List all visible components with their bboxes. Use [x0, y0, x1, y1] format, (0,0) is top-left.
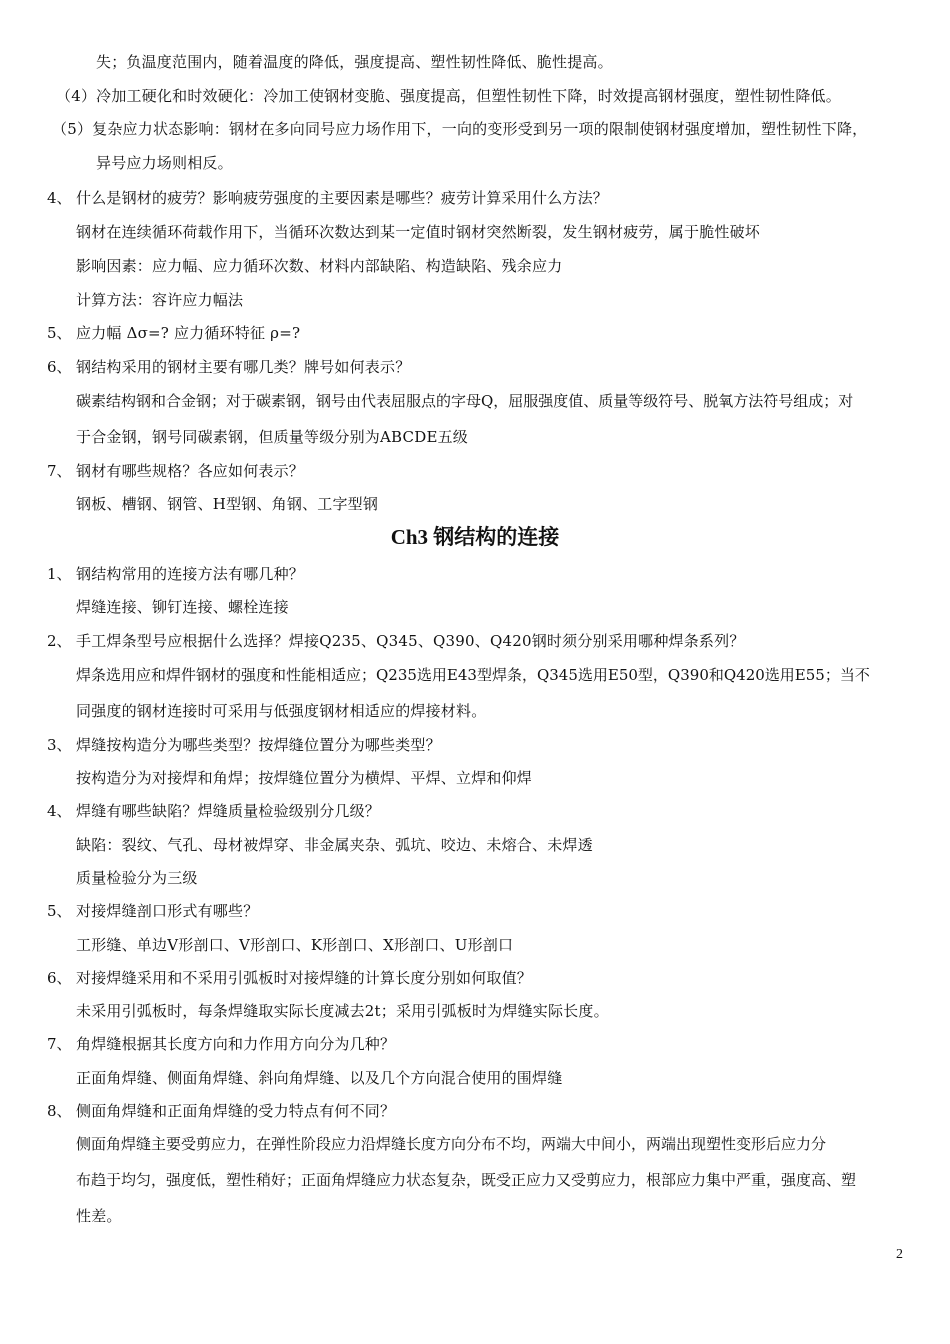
- answer-text: 缺陷：裂纹、气孔、母材被焊穿、非金属夹杂、弧坑、咬边、未熔合、未焊透: [76, 836, 593, 854]
- answer-text: 焊缝连接、铆钉连接、螺栓连接: [76, 598, 289, 616]
- question-text: 钢结构采用的钢材主要有哪几类？牌号如何表示？: [76, 358, 411, 376]
- question-number: 4、: [47, 189, 72, 207]
- question-number: 3、: [47, 736, 72, 754]
- answer-text: 影响因素：应力幅、应力循环次数、材料内部缺陷、构造缺陷、残余应力: [76, 257, 563, 275]
- text-line: （5）复杂应力状态影响：钢材在多向同号应力场作用下，一向的变形受到另一项的限制使钢材强度增加，塑性韧性下降，: [52, 120, 868, 138]
- answer-text: 计算方法：容许应力幅法: [76, 291, 244, 309]
- question-number: 7、: [47, 462, 72, 480]
- question-number: 5、: [47, 902, 72, 920]
- question-number: 6、: [47, 969, 72, 987]
- answer-text: 质量检验分为三级: [76, 869, 198, 887]
- answer-text: 侧面角焊缝主要受剪应力，在弹性阶段应力沿焊缝长度方向分布不均，两端大中间小，两端出现塑性变形后应力分: [76, 1135, 827, 1153]
- question-text: 侧面角焊缝和正面角焊缝的受力特点有何不同？: [76, 1102, 396, 1120]
- question-text: 对接焊缝采用和不采用引弧板时对接焊缝的计算长度分别如何取值？: [76, 969, 533, 987]
- question-text: 钢结构常用的连接方法有哪几种？: [76, 565, 305, 583]
- answer-text: 钢板、槽钢、钢管、H型钢、角钢、工字型钢: [76, 495, 379, 513]
- question-number: 2、: [47, 632, 72, 650]
- answer-text: 正面角焊缝、侧面角焊缝、斜向角焊缝、以及几个方向混合使用的围焊缝: [76, 1069, 563, 1087]
- question-text: 对接焊缝剖口形式有哪些？: [76, 902, 259, 920]
- answer-text: 同强度的钢材连接时可采用与低强度钢材相适应的焊接材料。: [76, 702, 487, 720]
- answer-text: 碳素结构钢和合金钢；对于碳素钢，钢号由代表屈服点的字母Q，屈服强度值、质量等级符号、脱氧方法符号组成；对: [76, 392, 854, 410]
- question-text: 焊缝按构造分为哪些类型？按焊缝位置分为哪些类型？: [76, 736, 441, 754]
- text-line: 失；负温度范围内，随着温度的降低，强度提高、塑性韧性降低、脆性提高。: [96, 53, 613, 71]
- answer-text: 钢材在连续循环荷载作用下，当循环次数达到某一定值时钢材突然断裂，发生钢材疲劳，属于脆性破坏: [76, 223, 761, 241]
- question-text: 什么是钢材的疲劳？影响疲劳强度的主要因素是哪些？疲劳计算采用什么方法？: [76, 189, 609, 207]
- question-text: 手工焊条型号应根据什么选择？焊接Q235、Q345、Q390、Q420钢时须分别采用哪种焊条系列？: [76, 632, 745, 650]
- answer-text: 按构造分为对接焊和角焊；按焊缝位置分为横焊、平焊、立焊和仰焊: [76, 769, 533, 787]
- question-number: 6、: [47, 358, 72, 376]
- answer-text: 于合金钢，钢号同碳素钢，但质量等级分别为ABCDE五级: [76, 428, 468, 446]
- answer-text: 未采用引弧板时，每条焊缝取实际长度减去2t；采用引弧板时为焊缝实际长度。: [76, 1002, 609, 1020]
- question-number: 1、: [47, 565, 72, 583]
- text-line: 异号应力场则相反。: [96, 154, 233, 172]
- answer-text: 工形缝、单边V形剖口、V形剖口、K形剖口、X形剖口、U形剖口: [76, 936, 514, 954]
- question-text: 钢材有哪些规格？各应如何表示？: [76, 462, 305, 480]
- answer-text: 布趋于均匀，强度低，塑性稍好；正面角焊缝应力状态复杂，既受正应力又受剪应力，根部应力集中严重，强度高、塑: [76, 1171, 857, 1189]
- question-number: 5、: [47, 324, 72, 342]
- question-number: 8、: [47, 1102, 72, 1120]
- question-text: 角焊缝根据其长度方向和力作用方向分为几种？: [76, 1035, 396, 1053]
- page-number: 2: [896, 1247, 903, 1262]
- text-line: （4）冷加工硬化和时效硬化：冷加工使钢材变脆、强度提高，但塑性韧性下降，时效提高钢材强度，塑性韧性降低。: [56, 87, 841, 105]
- question-text: 应力幅 Δσ=? 应力循环特征 ρ=?: [76, 324, 301, 342]
- answer-text: 焊条选用应和焊件钢材的强度和性能相适应；Q235选用E43型焊条，Q345选用E50型，Q390和Q420选用E55；当不: [76, 666, 870, 684]
- answer-text: 性差。: [76, 1207, 122, 1225]
- question-text: 焊缝有哪些缺陷？焊缝质量检验级别分几级？: [76, 802, 381, 820]
- question-number: 7、: [47, 1035, 72, 1053]
- question-number: 4、: [47, 802, 72, 820]
- chapter-title: Ch3 钢结构的连接: [390, 525, 560, 549]
